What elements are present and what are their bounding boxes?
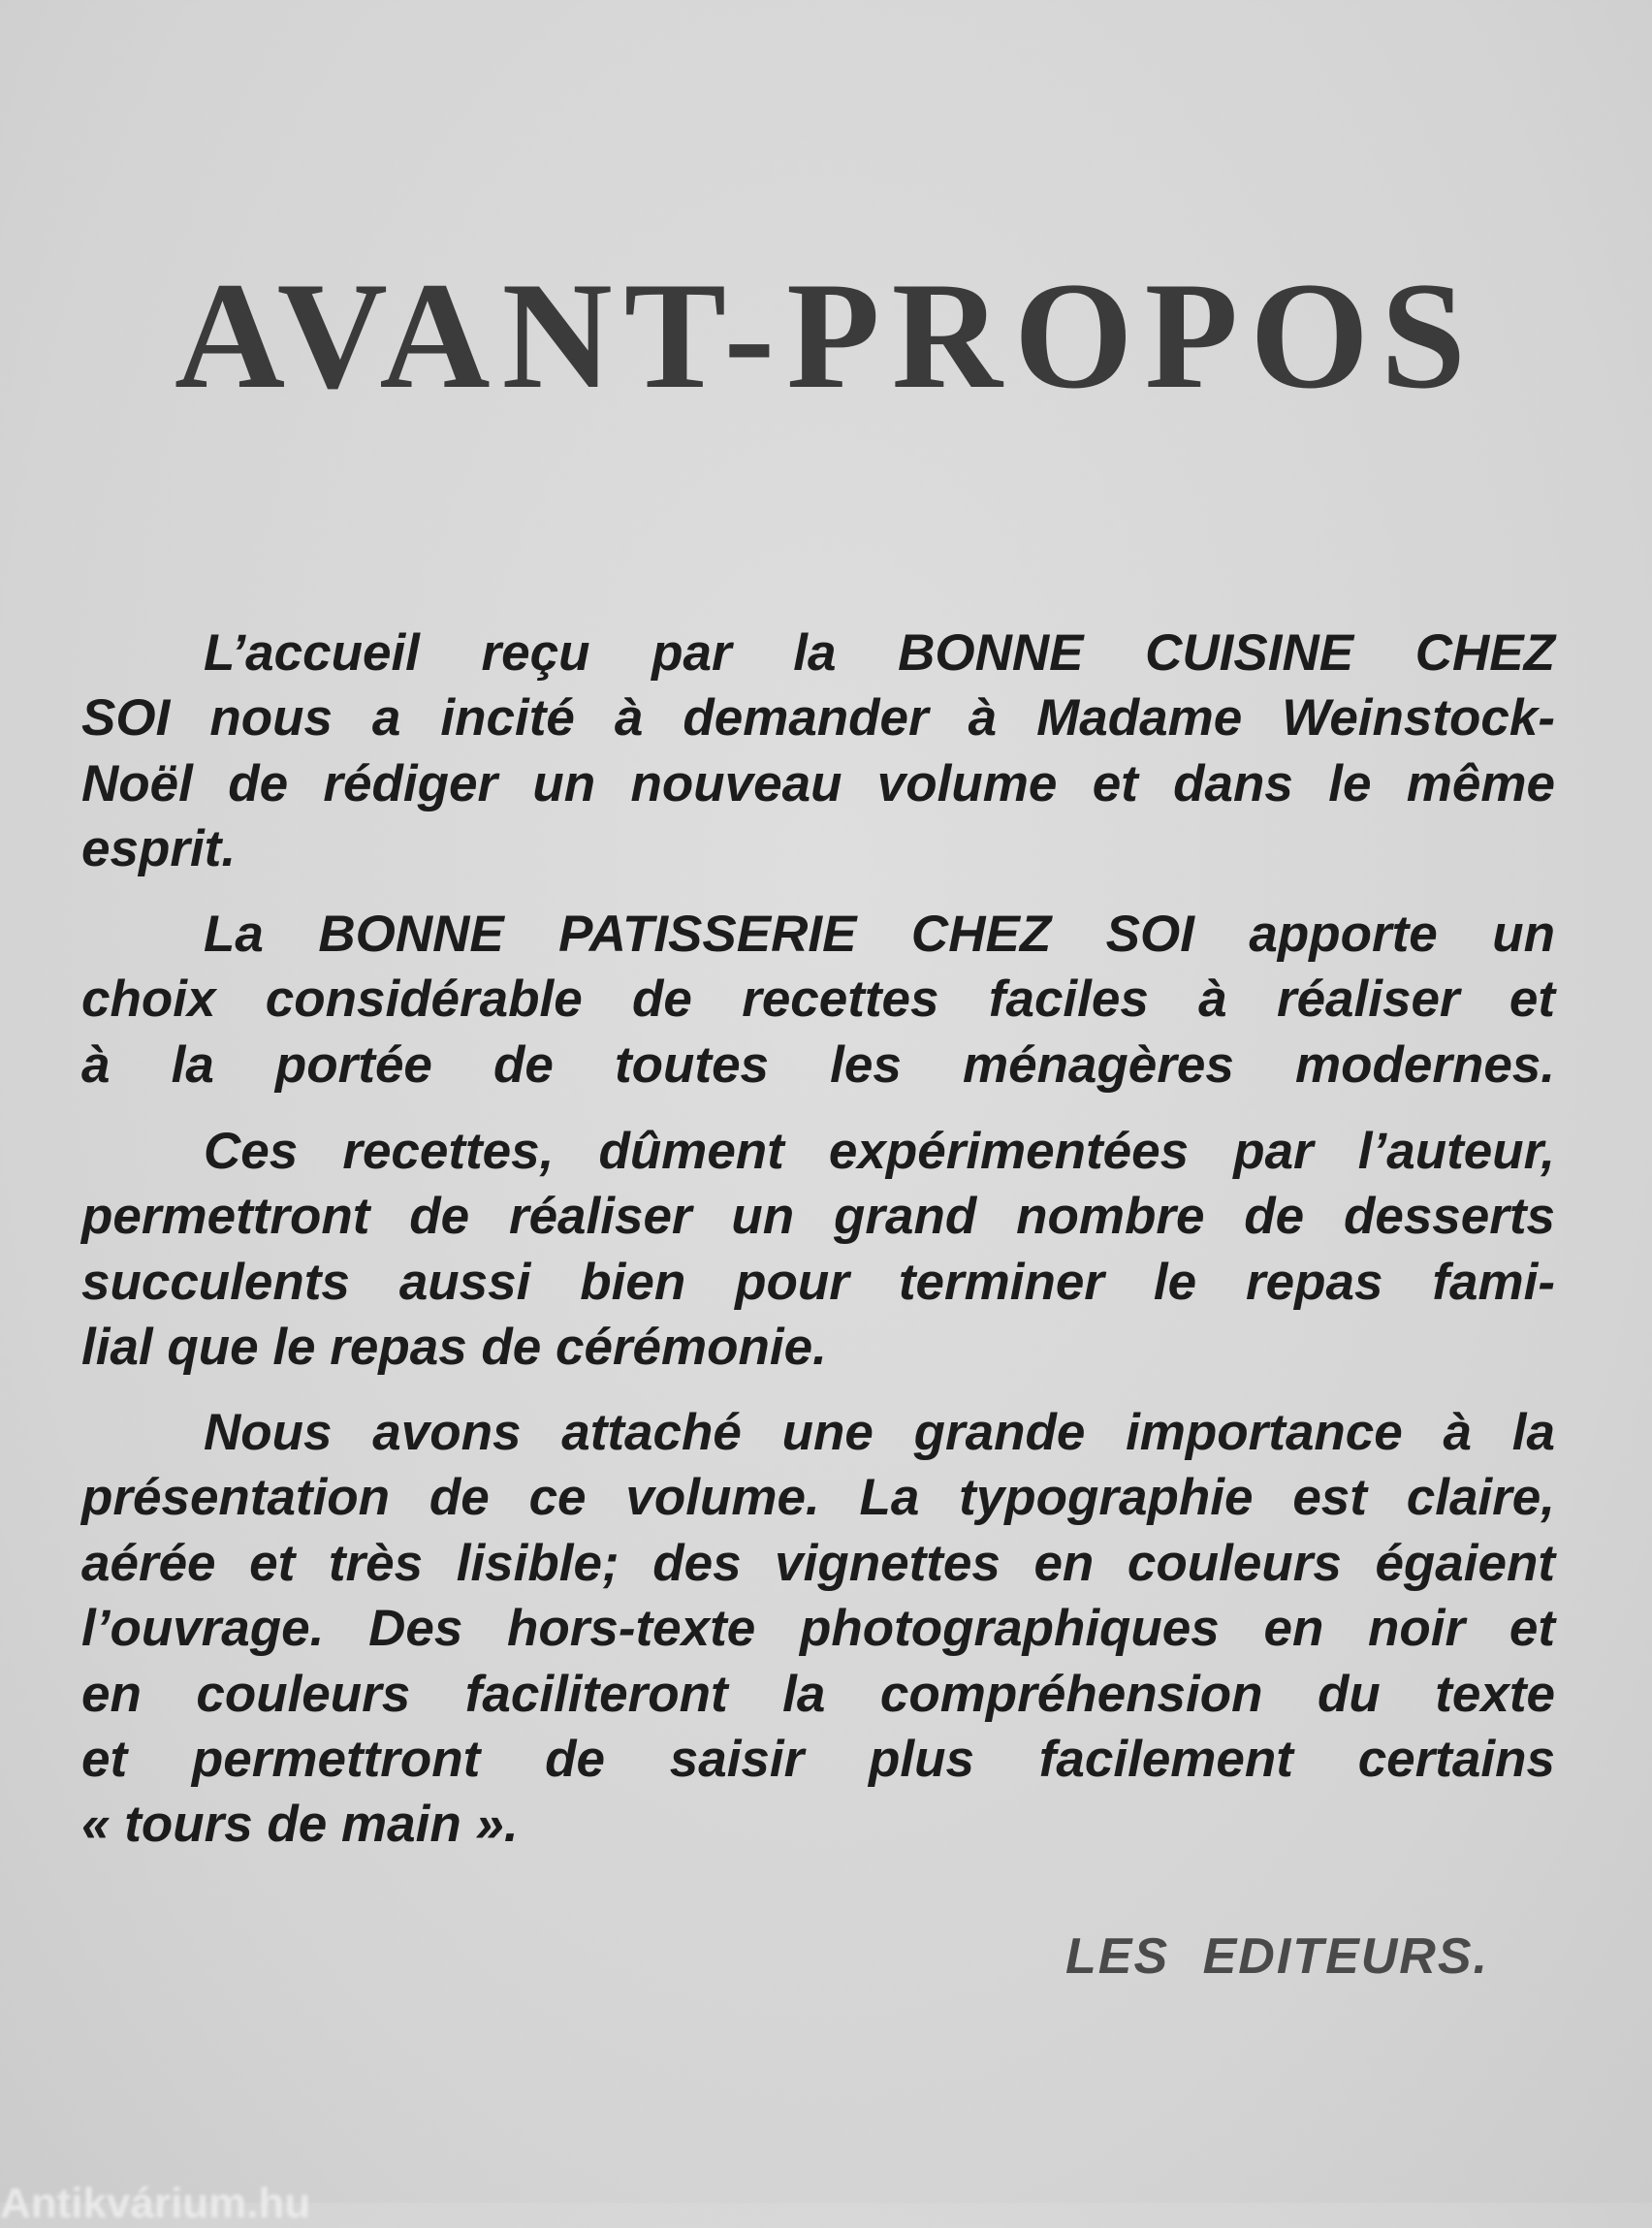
text-line: à la portée de toutes les ménagères modernes. xyxy=(81,1035,1555,1094)
text-line: succulents aussi bien pour terminer le repas fami- xyxy=(81,1253,1555,1311)
text-line: Noël de rédiger un nouveau volume et dans le même xyxy=(81,754,1555,812)
text-line: l’ouvrage. Des hors-texte photographiques en noir et xyxy=(81,1600,1555,1658)
paragraph-3 xyxy=(81,1119,1555,1381)
paragraph-1 xyxy=(81,621,1555,882)
page-title: AVANT-PROPOS xyxy=(175,251,1477,421)
text-line: lial que le repas de cérémonie. xyxy=(81,1319,827,1377)
text-line: en couleurs faciliteront la compréhension du texte xyxy=(81,1665,1555,1723)
signature: LES EDITEURS. xyxy=(1065,1928,1489,1985)
watermark: Antikvárium.hu xyxy=(0,2180,311,2227)
text-line: permettront de réaliser un grand nombre de desserts xyxy=(81,1188,1555,1246)
text-line: Ces recettes, dûment expérimentées par l’auteur, xyxy=(204,1123,1555,1180)
text-line: « tours de main ». xyxy=(81,1796,519,1854)
text-line: aérée et très lisible; des vignettes en couleurs égaient xyxy=(81,1534,1555,1592)
paragraph-2 xyxy=(81,902,1555,1098)
text-line: La BONNE PATISSERIE CHEZ SOI apporte un xyxy=(204,906,1555,963)
text-line: L’accueil reçu par la BONNE CUISINE CHEZ xyxy=(204,624,1555,682)
text-line: esprit. xyxy=(81,820,237,878)
text-line: Nous avons attaché une grande importance à la xyxy=(204,1404,1555,1461)
text-line: présentation de ce volume. La typographie est claire, xyxy=(81,1469,1555,1527)
text-line: et permettront de saisir plus facilement certains xyxy=(81,1730,1555,1788)
paragraph-4 xyxy=(81,1400,1555,1858)
text-line: SOI nous a incité à demander à Madame Weinstock- xyxy=(81,689,1555,748)
text-line: choix considérable de recettes faciles à réaliser et xyxy=(81,971,1555,1029)
